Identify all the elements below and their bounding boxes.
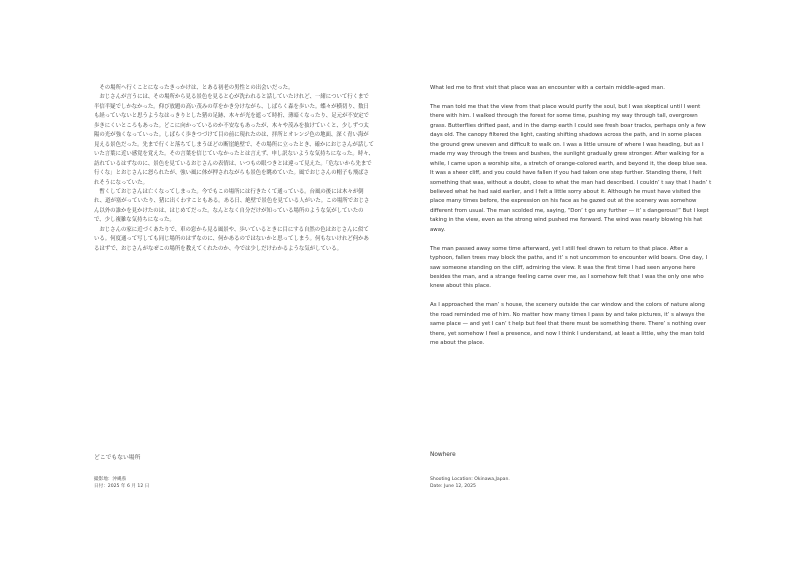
right-page-english bbox=[400, 0, 800, 566]
english-caption bbox=[430, 476, 510, 490]
english-body-text bbox=[430, 84, 712, 358]
english-paragraph-1: What led me to first visit that place was an encounter with a certain middle-aged man. bbox=[430, 85, 665, 91]
english-paragraph-4: As I approached the man’ s house, the scenery outside the car window and the colors of nature along the road reminded me of him. No matter how many times I pass by and take pictures, it’ s always the same place — and yet I can’ t help but feel that there must be something there. There’ s nothing over there, yet somehow I feel a presence, and now I think I understand, at least a little, why the man told me about the place. bbox=[430, 302, 706, 347]
japanese-date: 日付：2025 年 6 月 12 日 bbox=[94, 484, 150, 490]
english-location: Shooting Location: Okinawa,Japan. bbox=[430, 477, 510, 482]
japanese-paragraph-3: 暫くしておじさんは亡くなってしまった。今でもこの場所には行きたくて通っている。台風の後には木々が倒れ、道が塞がっていたり、猪に出くわすこともある。ある日、絶壁で景色を見ている人がいた。この場所でおじさん以外の誰かを見かけたのは、はじめてだった。なんとなく自分だけが知っている場所のような気がしていたので、少し複雑な気持ちになった。 bbox=[94, 188, 370, 224]
english-paragraph-3: The man passed away some time afterward, yet I still feel drawn to return to that place. After a typhoon, fallen trees may block the paths, and it’ s not uncommon to encounter wild boars. One day, I saw someone standing on the cliff, admiring the view. It was the first time I had seen anyone here besides the man, and a strange feeling came over me, as I somehow felt that I was the only one who knew about this place. bbox=[430, 245, 708, 290]
japanese-location: 撮影地：沖縄県 bbox=[94, 477, 127, 482]
english-date: Date: June 12, 2025 bbox=[430, 484, 476, 490]
japanese-paragraph-2: おじさんが言うには、その場所から見る景色を見ると心が洗われると話していたけれど、一緒について行くまで半信半疑でしかなかった。仰び放題の高い茂みの草をかき分けながら、しばらく森を歩いた。蝶々が横切り、数日も経っていないと思うようなはっきりとした猪の足跡、木々が光を遮って時折、薄暗くなったり、足元が不安定で歩きにくいところもあった。どこに向かっているのか不安なもあったが、木々や茂みを抜けていくと、少しずつ太陽の光が強くなっていった。しばらく歩きつづけて目の前に現れたのは、拝所とオレンジ色の地面、深く青い海が見える景色だった。先まで行くと落ちてしまうほどの断崖絶壁で、その場所に立ったとき、確かにおじさんが話していた言葉に近い感覚を覚えた。その言葉を信じていなかったとは言えず、申し訳ないような気持ちになった。時々、訪れているはずなのに、景色を見ているおじさんの表情は、いつもの眼つきとは違って見えた。「危ないから先まで行くな」とおじさんに怒られたが、強い風に体が押されながらも景色を眺めていた。風でおじさんの帽子も飛ばされそうになっていた。 bbox=[94, 94, 374, 186]
japanese-paragraph-4: おじさんの家に近づくあたりで、車の窓から見る風景や、歩いているときに目にする自然の色はおじさんに似ている。何度通って写しても同じ場所のはずなのに、何かあるのではないかと思ってしまう。何もないけれど何かあるはずで、おじさんがなぜこの場所を教えてくれたのか、今では少しだけわかるような気がしている。 bbox=[94, 226, 369, 252]
japanese-title: どこでもない場所 bbox=[94, 455, 141, 461]
japanese-paragraph-1: その場所へ行くことになったきっかけは、とある初老の男性との出会いだった。 bbox=[99, 85, 294, 91]
english-paragraph-2: The man told me that the view from that place would purify the soul, but I was skeptical until I went there with him. I walked through the forest for some time, pushing my way through tall, overgrown grass. Butterflies drifted past, and in the damp earth I could see fresh boar tracks, perhaps only a few days old. The canopy filtered the light, casting shifting shadows across the path, and in some places the ground grew uneven and difficult to walk on. I was a little unsure of where I was heading, but as I made my way through the trees and bushes, the sunlight gradually grew stronger. After walking for a while, I came upon a worship site, a stretch of orange-colored earth, and beyond it, the deep blue sea. It was a sheer cliff, and you could have fallen if you had taken one step further. Standing there, I felt something that was, without a doubt, close to what the man had described. I couldn’ t say that I hadn’ t believed what he had said earlier, and I felt a little sorry about it. Although he must have visited the place many times before, the expression on his face as he gazed out at the scenery was somehow different from usual. The man scolded me, saying, “Don’ t go any further — it’ s dangerous!” But I kept taking in the view, even as the strong wind pushed me forward. The wind was nearly blowing his hat away. bbox=[430, 103, 712, 233]
japanese-body-text bbox=[94, 84, 374, 254]
japanese-caption bbox=[94, 476, 149, 490]
english-title: Nowhere bbox=[430, 452, 456, 458]
